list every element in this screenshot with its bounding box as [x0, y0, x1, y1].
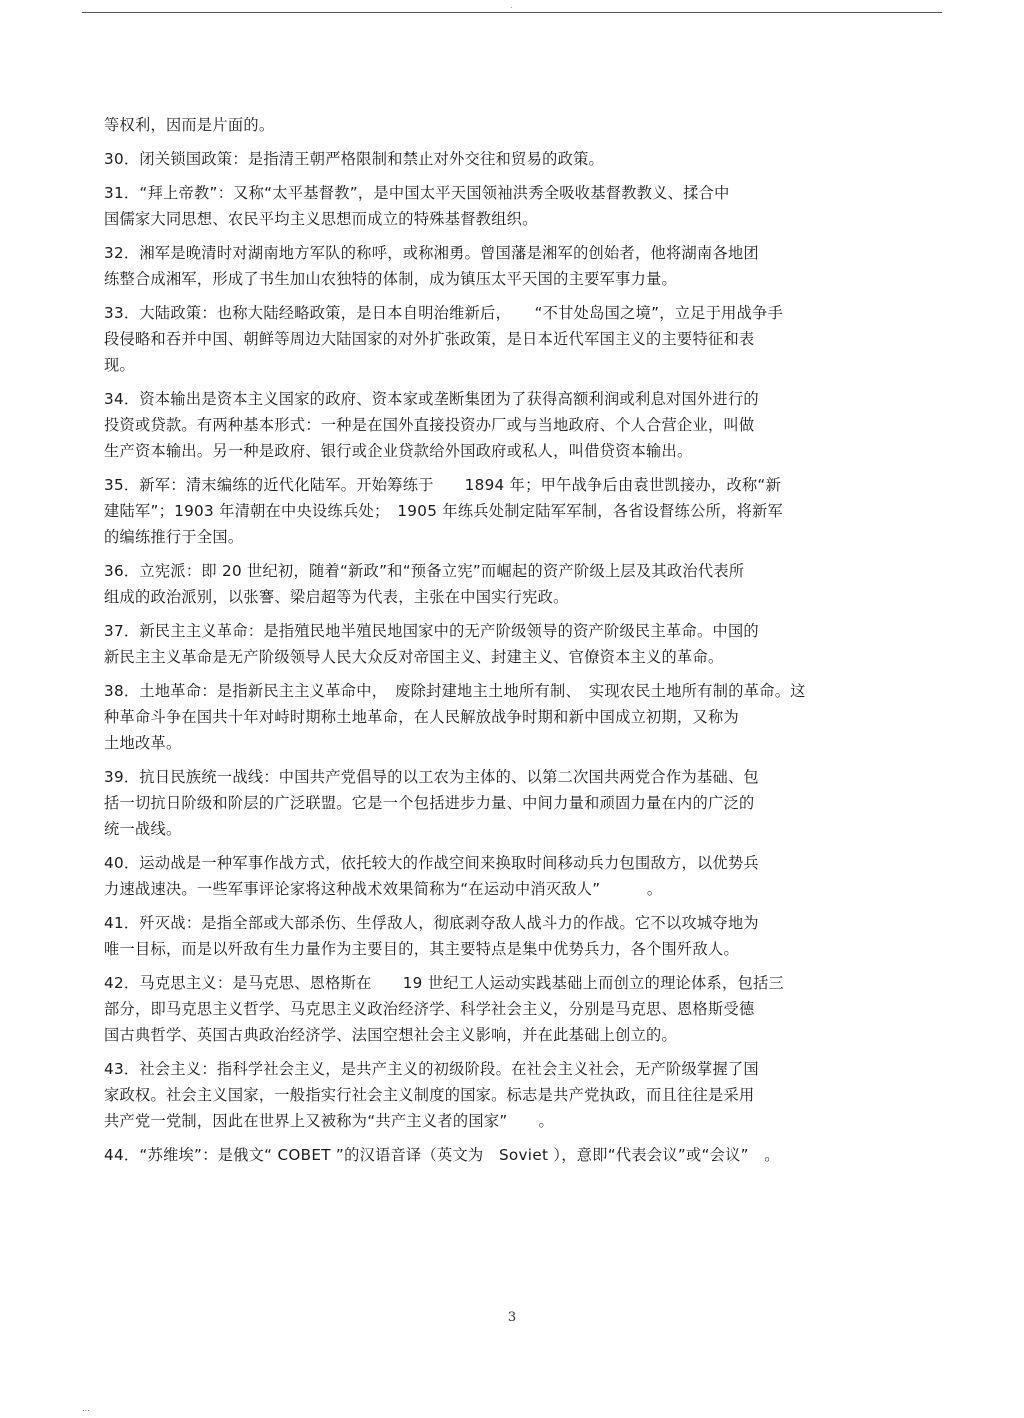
text-line: 国古典哲学、英国古典政治经济学、法国空想社会主义影响，并在此基础上创立的。	[104, 1026, 678, 1044]
term-entry	[104, 1142, 904, 1168]
text-line: 现。	[104, 356, 135, 374]
text-line: 新民主主义革命是无产阶级领导人民大众反对帝国主义、封建主义、官僚资本主义的革命。	[104, 648, 724, 666]
term-entry	[104, 764, 904, 842]
text-line: 36．立宪派：即 20 世纪初，随着“新政”和“预备立宪”而崛起的资产阶级上层及其政治代表所	[104, 562, 745, 580]
page-number: 3	[507, 1310, 517, 1325]
text-line: 统一战线。	[104, 820, 182, 838]
text-line: 共产党一党制，因此在世界上又被称为“共产主义者的国家” 。	[104, 1112, 554, 1130]
text-line: 括一切抗日阶级和阶层的广泛联盟。它是一个包括进步力量、中间力量和顽固力量在内的广泛的	[104, 794, 755, 812]
text-line: 的编练推行于全国。	[104, 528, 244, 546]
header-rule	[82, 12, 942, 13]
term-entry	[104, 146, 904, 172]
term-entry	[104, 850, 904, 902]
text-line: 生产资本输出。另一种是政府、银行或企业贷款给外国政府或私人，叫借贷资本输出。	[104, 442, 693, 460]
footer-mark: ...	[82, 1404, 90, 1413]
text-line: 土地改革。	[104, 734, 182, 752]
header-mark: .	[510, 1, 513, 10]
text-line: 37．新民主主义革命：是指殖民地半殖民地国家中的无产阶级领导的资产阶级民主革命。中国的	[104, 622, 759, 640]
text-line: 30．闭关锁国政策：是指清王朝严格限制和禁止对外交往和贸易的政策。	[104, 150, 605, 168]
text-line: 组成的政治派别，以张謇、梁启超等为代表，主张在中国实行宪政。	[104, 588, 569, 606]
text-line: 43．社会主义：指科学社会主义，是共产主义的初级阶段。在社会主义社会，无产阶级掌握了国	[104, 1060, 759, 1078]
text-line: 31．“拜上帝教”：又称“太平基督教”，是中国太平天国领袖洪秀全吸收基督教教义、揉合中	[104, 184, 730, 202]
text-line: 33．大陆政策：也称大陆经略政策，是日本自明治维新后， “不甘处岛国之境”，立足于用战争手	[104, 304, 784, 322]
text-line: 投资或贷款。有两种基本形式：一种是在国外直接投资办厂或与当地政府、个人合营企业，叫做	[104, 416, 755, 434]
text-line: 练整合成湘军，形成了书生加山农独特的体制，成为镇压太平天国的主要军事力量。	[104, 270, 678, 288]
text-line: 39．抗日民族统一战线：中国共产党倡导的以工农为主体的、以第二次国共两党合作为基础、包	[104, 768, 759, 786]
text-line: 建陆军”；1903 年清朝在中央设练兵处； 1905 年练兵处制定陆军军制，各省设督练公所，将新军	[104, 502, 784, 520]
term-entry	[104, 112, 904, 138]
text-line: 国儒家大同思想、农民平均主义思想而成立的特殊基督教组织。	[104, 210, 538, 228]
text-line: 32．湘军是晚清时对湖南地方军队的称呼，或称湘勇。曾国藩是湘军的创始者，他将湖南各地团	[104, 244, 759, 262]
text-line: 种革命斗争在国共十年对峙时期称土地革命，在人民解放战争时期和新中国成立初期，又称为	[104, 708, 739, 726]
text-line: 42．马克思主义：是马克思、恩格斯在 19 世纪工人运动实践基础上而创立的理论体系，包括三	[104, 974, 784, 992]
term-entry	[104, 558, 904, 610]
text-line: 34．资本输出是资本主义国家的政府、资本家或垄断集团为了获得高额利润或利息对国外进行的	[104, 390, 759, 408]
term-entry	[104, 910, 904, 962]
term-entry	[104, 300, 904, 378]
text-line: 44．“苏维埃”：是俄文“ COBET ”的汉语音译（英文为 Soviet ），意即“代表会议”或“会议” 。	[104, 1146, 780, 1164]
term-entry	[104, 386, 904, 464]
document-body	[104, 112, 904, 1176]
text-line: 唯一目标，而是以歼敌有生力量作为主要目的，其主要特点是集中优势兵力，各个围歼敌人。	[104, 940, 739, 958]
text-line: 家政权。社会主义国家，一般指实行社会主义制度的国家。标志是共产党执政，而且往往是采用	[104, 1086, 755, 1104]
text-line: 35．新军：清末编练的近代化陆军。开始筹练于 1894 年；甲午战争后由袁世凯接办，改称“新	[104, 476, 782, 494]
term-entry	[104, 678, 904, 756]
text-line: 部分，即马克思主义哲学、马克思主义政治经济学、科学社会主义，分别是马克思、恩格斯受德	[104, 1000, 755, 1018]
term-entry	[104, 618, 904, 670]
text-line: 40．运动战是一种军事作战方式，依托较大的作战空间来换取时间移动兵力包围敌方，以优势兵	[104, 854, 759, 872]
text-line: 等权利，因而是片面的。	[104, 116, 275, 134]
term-entry	[104, 970, 904, 1048]
text-line: 力速战速决。一些军事评论家将这种战术效果简称为“在运动中消灭敌人” 。	[104, 880, 663, 898]
term-entry	[104, 472, 904, 550]
term-entry	[104, 240, 904, 292]
text-line: 41．歼灭战：是指全部或大部杀伤、生俘敌人，彻底剥夺敌人战斗力的作战。它不以攻城夺地为	[104, 914, 759, 932]
term-entry	[104, 180, 904, 232]
term-entry	[104, 1056, 904, 1134]
text-line: 段侵略和吞并中国、朝鲜等周边大陆国家的对外扩张政策，是日本近代军国主义的主要特征和表	[104, 330, 755, 348]
text-line: 38．土地革命：是指新民主主义革命中， 废除封建地主土地所有制、 实现农民土地所有制的革命。这	[104, 682, 806, 700]
